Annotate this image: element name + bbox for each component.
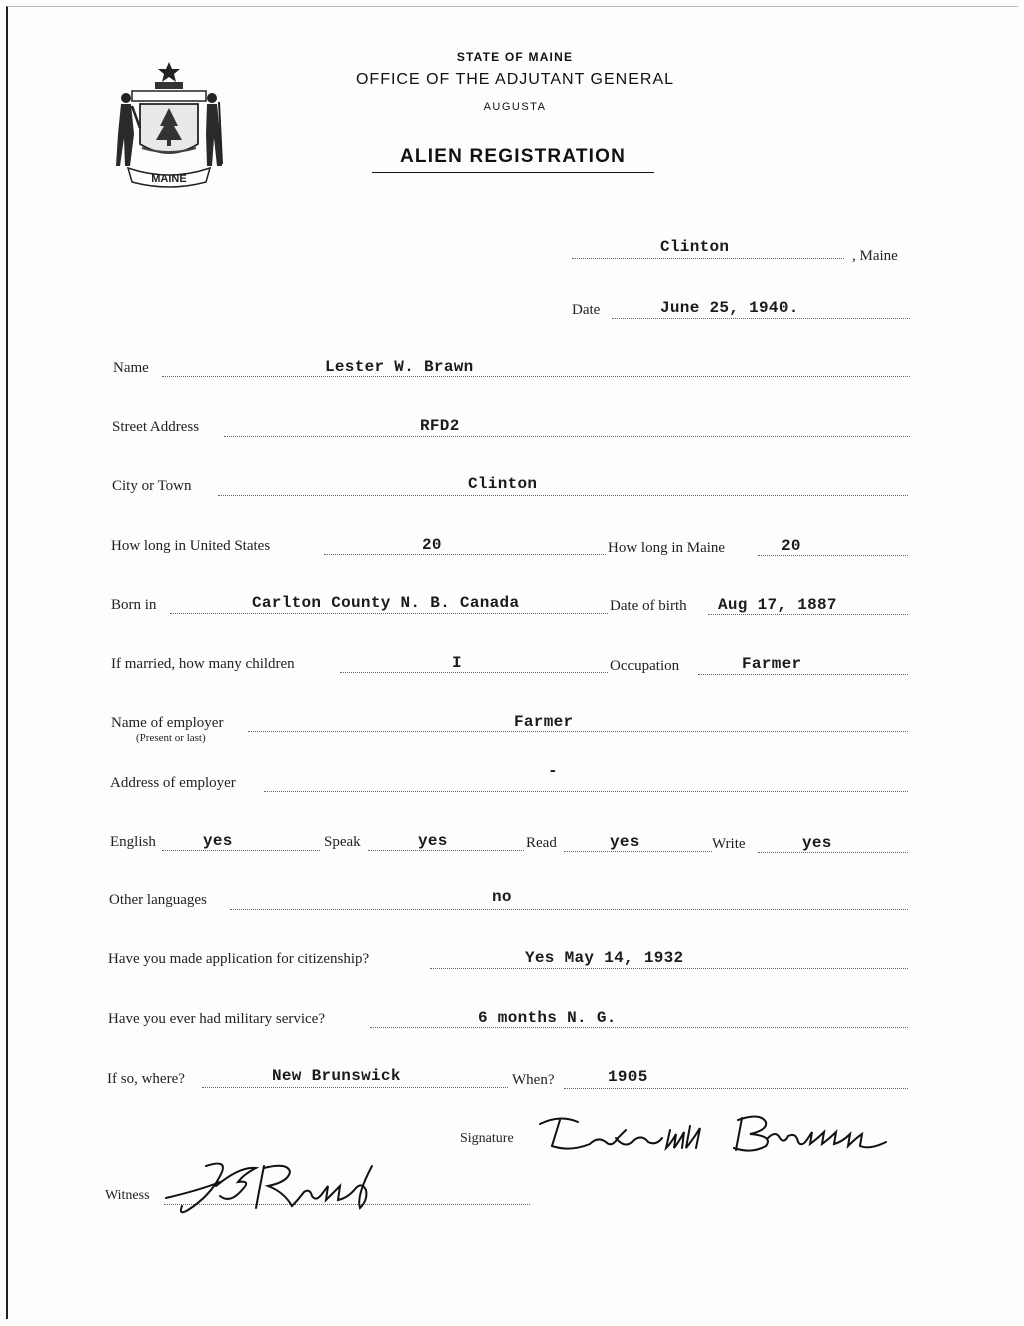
children-label: If married, how many children [111, 656, 295, 672]
write-line [758, 852, 908, 853]
how-long-us-line [324, 554, 606, 555]
military-label: Have you ever had military service? [108, 1011, 325, 1027]
employer-name-line [248, 731, 908, 732]
other-languages-line [230, 909, 908, 910]
form-title: ALIEN REGISTRATION [372, 146, 654, 173]
where-value: New Brunswick [272, 1067, 401, 1085]
name-line [162, 376, 910, 377]
employer-name-sublabel: (Present or last) [136, 732, 206, 744]
date-of-birth-label: Date of birth [610, 598, 687, 614]
occupation-value: Farmer [742, 655, 802, 673]
english-label: English [110, 834, 156, 850]
occupation-label: Occupation [610, 658, 680, 674]
header-office: OFFICE OF THE ADJUTANT GENERAL [355, 71, 675, 88]
read-value: yes [610, 833, 640, 851]
witness-label: Witness [105, 1188, 150, 1203]
street-address-value: RFD2 [420, 417, 460, 435]
city-label: City or Town [112, 478, 192, 494]
employer-address-line [264, 791, 908, 792]
english-line [162, 850, 320, 851]
how-long-maine-line [758, 555, 908, 556]
town-line [572, 258, 844, 259]
date-line [612, 318, 910, 319]
city-line [218, 495, 908, 496]
seal-banner-text: MAINE [151, 173, 187, 185]
born-in-value: Carlton County N. B. Canada [252, 594, 520, 612]
military-line [370, 1027, 908, 1028]
city-value: Clinton [468, 475, 538, 493]
english-value: yes [203, 832, 233, 850]
date-label: Date [572, 302, 601, 318]
header-state: STATE OF MAINE [456, 50, 574, 64]
name-label: Name [113, 360, 149, 376]
date-value: June 25, 1940. [660, 299, 799, 317]
how-long-us-value: 20 [422, 536, 442, 554]
born-in-line [170, 613, 608, 614]
town-value: Clinton [660, 238, 730, 256]
street-address-line [224, 436, 910, 437]
write-label: Write [712, 836, 746, 852]
children-value: I [452, 654, 462, 672]
read-line [564, 851, 712, 852]
date-of-birth-value: Aug 17, 1887 [718, 596, 837, 614]
write-value: yes [802, 834, 832, 852]
citizenship-line [430, 968, 908, 969]
when-value: 1905 [608, 1068, 648, 1086]
signature-label: Signature [460, 1131, 514, 1146]
children-line [340, 672, 608, 673]
how-long-maine-label: How long in Maine [608, 540, 726, 556]
citizenship-label: Have you made application for citizenship? [108, 951, 370, 967]
employer-name-value: Farmer [514, 713, 574, 731]
other-languages-label: Other languages [109, 892, 207, 908]
read-label: Read [526, 835, 557, 851]
header-city: AUGUSTA [483, 101, 547, 113]
when-line [564, 1088, 908, 1089]
how-long-us-label: How long in United States [111, 538, 271, 554]
name-value: Lester W. Brawn [325, 358, 474, 376]
street-address-label: Street Address [112, 419, 200, 435]
born-in-label: Born in [111, 597, 157, 613]
speak-value: yes [418, 832, 448, 850]
occupation-line [698, 674, 908, 675]
date-of-birth-line [708, 614, 908, 615]
when-label: When? [512, 1072, 555, 1088]
speak-line [368, 850, 524, 851]
other-languages-value: no [492, 888, 512, 906]
how-long-maine-value: 20 [781, 537, 801, 555]
witness-signature [160, 1156, 400, 1220]
employer-address-value: - [548, 762, 558, 780]
applicant-signature [530, 1108, 922, 1164]
employer-address-label: Address of employer [110, 775, 236, 791]
speak-label: Speak [324, 834, 361, 850]
where-line [202, 1087, 508, 1088]
employer-name-label: Name of employer [111, 715, 224, 731]
state-suffix-label: , Maine [852, 248, 898, 264]
citizenship-value: Yes May 14, 1932 [525, 949, 684, 967]
where-label: If so, where? [107, 1071, 185, 1087]
maine-state-seal [110, 58, 228, 190]
military-value: 6 months N. G. [478, 1009, 617, 1027]
